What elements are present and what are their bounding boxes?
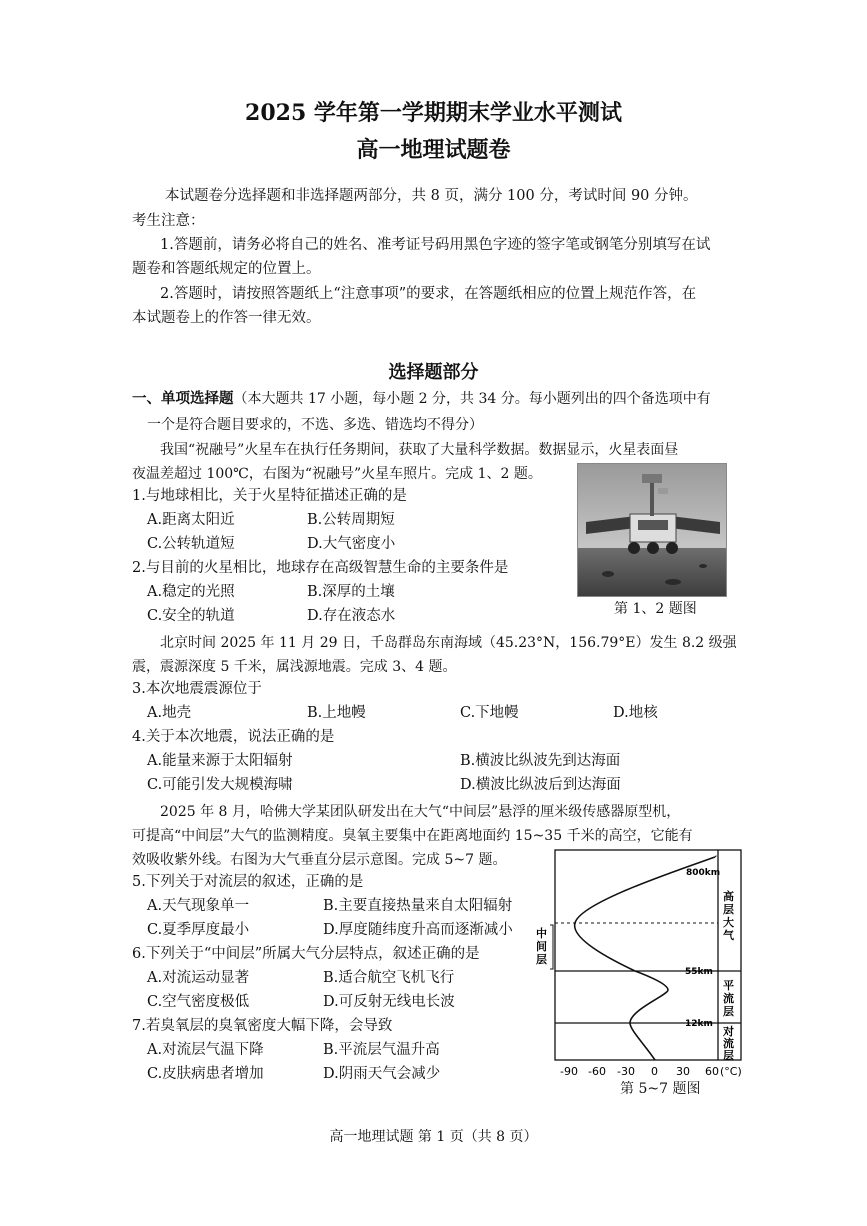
- tick-label: -60: [588, 1065, 606, 1078]
- svg-text:对: 对: [723, 1025, 734, 1038]
- layer-trop-label: [722, 1024, 734, 1062]
- q6-option-a[interactable]: A.对流运动显著: [147, 970, 250, 986]
- svg-text:中: 中: [536, 927, 547, 940]
- mars-rover-photo: [577, 463, 727, 597]
- q7-stem: 7.若臭氧层的臭氧密度大幅下降，会导致: [132, 1018, 393, 1034]
- q3-stem: 3.本次地震震源位于: [132, 681, 262, 697]
- q2-option-b[interactable]: B.深厚的土壤: [307, 584, 395, 600]
- passage2-b: 震，震源深度 5 千米，属浅源地震。完成 3、4 题。: [132, 659, 457, 675]
- svg-text:层: 层: [723, 1005, 734, 1018]
- q7-option-a[interactable]: A.对流层气温下降: [147, 1042, 264, 1058]
- svg-text:平: 平: [723, 979, 734, 992]
- q2-option-c[interactable]: C.安全的轨道: [147, 608, 235, 624]
- tick-label: 30: [676, 1065, 690, 1078]
- intro-line: 本试题卷分选择题和非选择题两部分，共 8 页，满分 100 分，考试时间 90 分钟。: [165, 188, 698, 204]
- q2-option-d[interactable]: D.存在液态水: [307, 608, 396, 624]
- tick-label: 60: [705, 1065, 719, 1078]
- section-title: 选择题部分: [388, 362, 479, 383]
- exam-title: 2025 学年第一学期期末学业水平测试: [245, 100, 622, 126]
- section-heading-rest-b: 一个是符合题目要求的，不选、多选、错选均不得分）: [147, 417, 483, 433]
- q6-stem: 6.下列关于“中间层”所属大气分层特点，叙述正确的是: [132, 946, 480, 962]
- label-12km: 12km: [685, 1019, 713, 1029]
- q6-option-c[interactable]: C.空气密度极低: [147, 994, 250, 1010]
- q7-option-b[interactable]: B.平流层气温升高: [323, 1042, 440, 1058]
- notice-1a: 1.答题前，请务必将自己的姓名、准考证号码用黑色字迹的签字笔或钢笔分别填写在试: [160, 237, 711, 253]
- q3-option-b[interactable]: B.上地幔: [307, 705, 366, 721]
- q4-stem: 4.关于本次地震，说法正确的是: [132, 729, 335, 745]
- q7-option-d[interactable]: D.阴雨天气会减少: [323, 1066, 441, 1082]
- q6-option-d[interactable]: D.可反射无线电长波: [323, 994, 455, 1010]
- section-heading-bold: 一、单项选择题: [132, 390, 234, 407]
- layer-high-label: [723, 889, 735, 942]
- svg-text:层: 层: [723, 903, 734, 916]
- label-800km: 800km: [686, 868, 721, 878]
- section-heading-rest: （本大题共 17 小题，每小题 2 分，共 34 分。每小题列出的四个备选项中有: [233, 391, 711, 407]
- q5-option-d[interactable]: D.厚度随纬度升高而逐渐减小: [323, 922, 513, 938]
- page-footer: 高一地理试题 第 1 页（共 8 页）: [329, 1129, 538, 1145]
- q6-option-b[interactable]: B.适合航空飞机飞行: [323, 970, 455, 986]
- q3-option-c[interactable]: C.下地幔: [460, 705, 519, 721]
- svg-text:层: 层: [536, 953, 547, 966]
- tick-label: 0: [651, 1065, 658, 1078]
- q4-option-a[interactable]: A.能量来源于太阳辐射: [147, 753, 293, 769]
- diagram-caption: 第 5~7 题图: [620, 1081, 701, 1097]
- passage3-b: 可提高“中间层”大气的监测精度。臭氧主要集中在距离地面约 15~35 千米的高空，它能有: [132, 828, 693, 844]
- q4-option-b[interactable]: B.横波比纵波先到达海面: [460, 753, 621, 769]
- q1-stem: 1.与地球相比，关于火星特征描述正确的是: [132, 488, 407, 504]
- q5-stem: 5.下列关于对流层的叙述，正确的是: [132, 874, 364, 890]
- svg-text:高: 高: [723, 890, 734, 903]
- passage3-c: 效吸收紫外线。右图为大气垂直分层示意图。完成 5~7 题。: [132, 852, 507, 868]
- passage1-a: 我国“祝融号”火星车在执行任务期间，获取了大量科学数据。数据显示，火星表面昼: [160, 442, 679, 458]
- q2-option-a[interactable]: A.稳定的光照: [147, 584, 235, 600]
- notice-2a: 2.答题时，请按照答题纸上“注意事项”的要求，在答题纸相应的位置上规范作答，在: [160, 286, 697, 302]
- x-axis-ticks: [560, 1065, 742, 1078]
- q1-option-d[interactable]: D.大气密度小: [307, 536, 396, 552]
- tick-label: -30: [617, 1065, 635, 1078]
- tick-label: -90: [560, 1065, 578, 1078]
- q3-option-a[interactable]: A.地壳: [147, 705, 192, 721]
- notice-2b: 本试题卷上的作答一律无效。: [132, 310, 321, 326]
- meso-bracket: [550, 925, 553, 969]
- q1-option-b[interactable]: B.公转周期短: [307, 512, 395, 528]
- passage1-b: 夜温差超过 100℃，右图为“祝融号”火星车照片。完成 1、2 题。: [132, 466, 542, 482]
- label-55km: 55km: [685, 967, 713, 977]
- atmosphere-layer-diagram: [530, 845, 760, 1090]
- q1-option-c[interactable]: C.公转轨道短: [147, 536, 235, 552]
- passage2-a: 北京时间 2025 年 11 月 29 日，千岛群岛东南海域（45.23°N，156.79°E）发生 8.2 级强: [160, 635, 737, 651]
- q5-option-a[interactable]: A.天气现象单一: [147, 898, 250, 914]
- svg-text:层: 层: [723, 1049, 734, 1062]
- svg-text:流: 流: [723, 1037, 734, 1050]
- axis-unit: (°C): [720, 1065, 742, 1078]
- notice-label: 考生注意：: [132, 213, 205, 229]
- q7-option-c[interactable]: C.皮肤病患者增加: [147, 1066, 264, 1082]
- svg-text:流: 流: [723, 992, 734, 1005]
- layer-meso-label: [536, 926, 547, 966]
- q2-stem: 2.与目前的火星相比，地球存在高级智慧生命的主要条件是: [132, 560, 509, 576]
- q5-option-b[interactable]: B.主要直接热量来自太阳辐射: [323, 898, 513, 914]
- svg-text:大: 大: [723, 916, 734, 929]
- svg-text:间: 间: [536, 940, 547, 953]
- q4-option-c[interactable]: C.可能引发大规模海啸: [147, 777, 293, 793]
- exam-subtitle: 高一地理试题卷: [356, 137, 511, 163]
- notice-1b: 题卷和答题纸规定的位置上。: [132, 261, 321, 277]
- q4-option-d[interactable]: D.横波比纵波后到达海面: [460, 777, 621, 793]
- layer-strat-label: [723, 978, 734, 1018]
- temperature-curve: [575, 857, 715, 1060]
- q1-option-a[interactable]: A.距离太阳近: [147, 512, 235, 528]
- svg-text:气: 气: [723, 929, 734, 942]
- passage3-a: 2025 年 8 月，哈佛大学某团队研发出在大气“中间层”悬浮的厘米级传感器原型机，: [160, 804, 681, 820]
- q5-option-c[interactable]: C.夏季厚度最小: [147, 922, 250, 938]
- photo-caption: 第 1、2 题图: [614, 601, 697, 617]
- section-heading: [132, 390, 711, 408]
- q3-option-d[interactable]: D.地核: [613, 705, 658, 721]
